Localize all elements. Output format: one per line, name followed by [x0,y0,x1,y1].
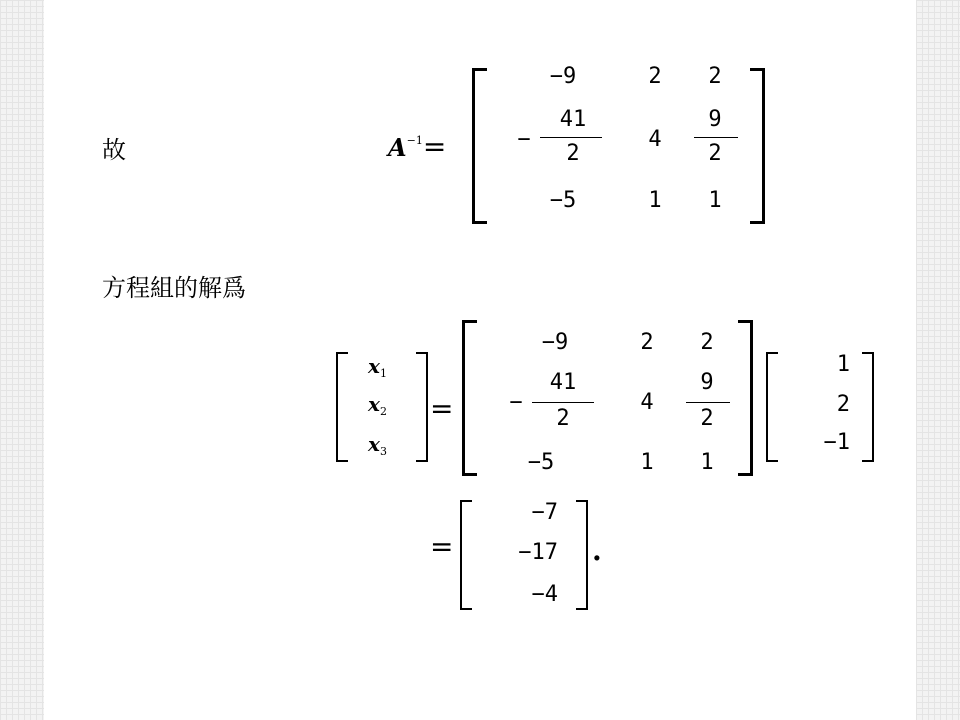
inv-r2c2: 4 [648,127,662,152]
x3-sub: 3 [379,445,387,459]
inv2-r2c2: 4 [640,390,654,415]
inverse-lhs [388,130,446,163]
right-grid-bar [916,0,960,720]
solution-label: 方程組的解爲 [102,274,246,302]
inv2-r3c3: 1 [700,450,714,475]
inv2-r2c3-den: 2 [700,406,714,431]
inv2-r2c3-num: 9 [700,370,714,395]
rhs-left-bracket [766,352,778,462]
inv-r1c3: 2 [708,64,722,89]
rhs-3: −1 [823,430,850,455]
x2 [368,392,387,418]
inv-r2c3-fracline [694,137,738,138]
x1-var: x [368,354,380,378]
inv-r3c3: 1 [708,188,722,213]
x2-var: x [368,392,380,416]
result-right-bracket [576,500,588,610]
x-vector-left-bracket [336,352,348,462]
rhs-1: 1 [836,352,850,377]
inv-r2c1-num: 41 [559,107,587,132]
inv2-r2c3-fracline [686,402,730,403]
x2-sub: 2 [379,405,387,419]
left-grid-bar [0,0,44,720]
inv2-r3c2: 1 [640,450,654,475]
inv2-r1c1: −9 [541,330,569,355]
x3 [368,432,387,458]
inv2-r2c1-num: 41 [549,370,577,395]
rhs-2: 2 [836,392,850,417]
inv-r3c1: −5 [549,188,577,213]
inverse-equals: = [422,130,447,163]
inv2-r2c1-fracline [532,402,594,403]
result-1: −7 [531,500,558,525]
result-period: . [592,534,602,567]
system-equals: = [430,392,454,425]
inverse-right-bracket [750,68,765,224]
inv2-right-bracket [738,320,753,476]
x1 [368,354,387,380]
inv-r2c1-den: 2 [566,141,580,166]
inv-r2-minus: − [517,127,531,152]
inv-r1c1: −9 [549,64,577,89]
inv-r2c1-fracline [540,137,602,138]
result-left-bracket [460,500,472,610]
inv-r2c3-den: 2 [708,141,722,166]
inv-r3c2: 1 [648,188,662,213]
result-3: −4 [531,582,558,607]
result-2: −17 [518,540,558,565]
inv2-r2c1-den: 2 [556,406,570,431]
inv2-r3c1: −5 [527,450,555,475]
inv2-r2-minus: − [509,390,523,415]
therefore-label: 故 [102,136,126,164]
inv-r1c2: 2 [648,64,662,89]
result-equals: = [430,530,454,563]
inverse-exp: −1 [406,134,423,147]
inv2-left-bracket [462,320,477,476]
x1-sub: 1 [379,367,387,381]
inverse-left-bracket [472,68,487,224]
inv2-r1c2: 2 [640,330,654,355]
inv-r2c3-num: 9 [708,107,722,132]
x-vector-right-bracket [416,352,428,462]
rhs-right-bracket [862,352,874,462]
x3-var: x [368,432,380,456]
inverse-var: A [388,133,407,162]
inv2-r1c3: 2 [700,330,714,355]
